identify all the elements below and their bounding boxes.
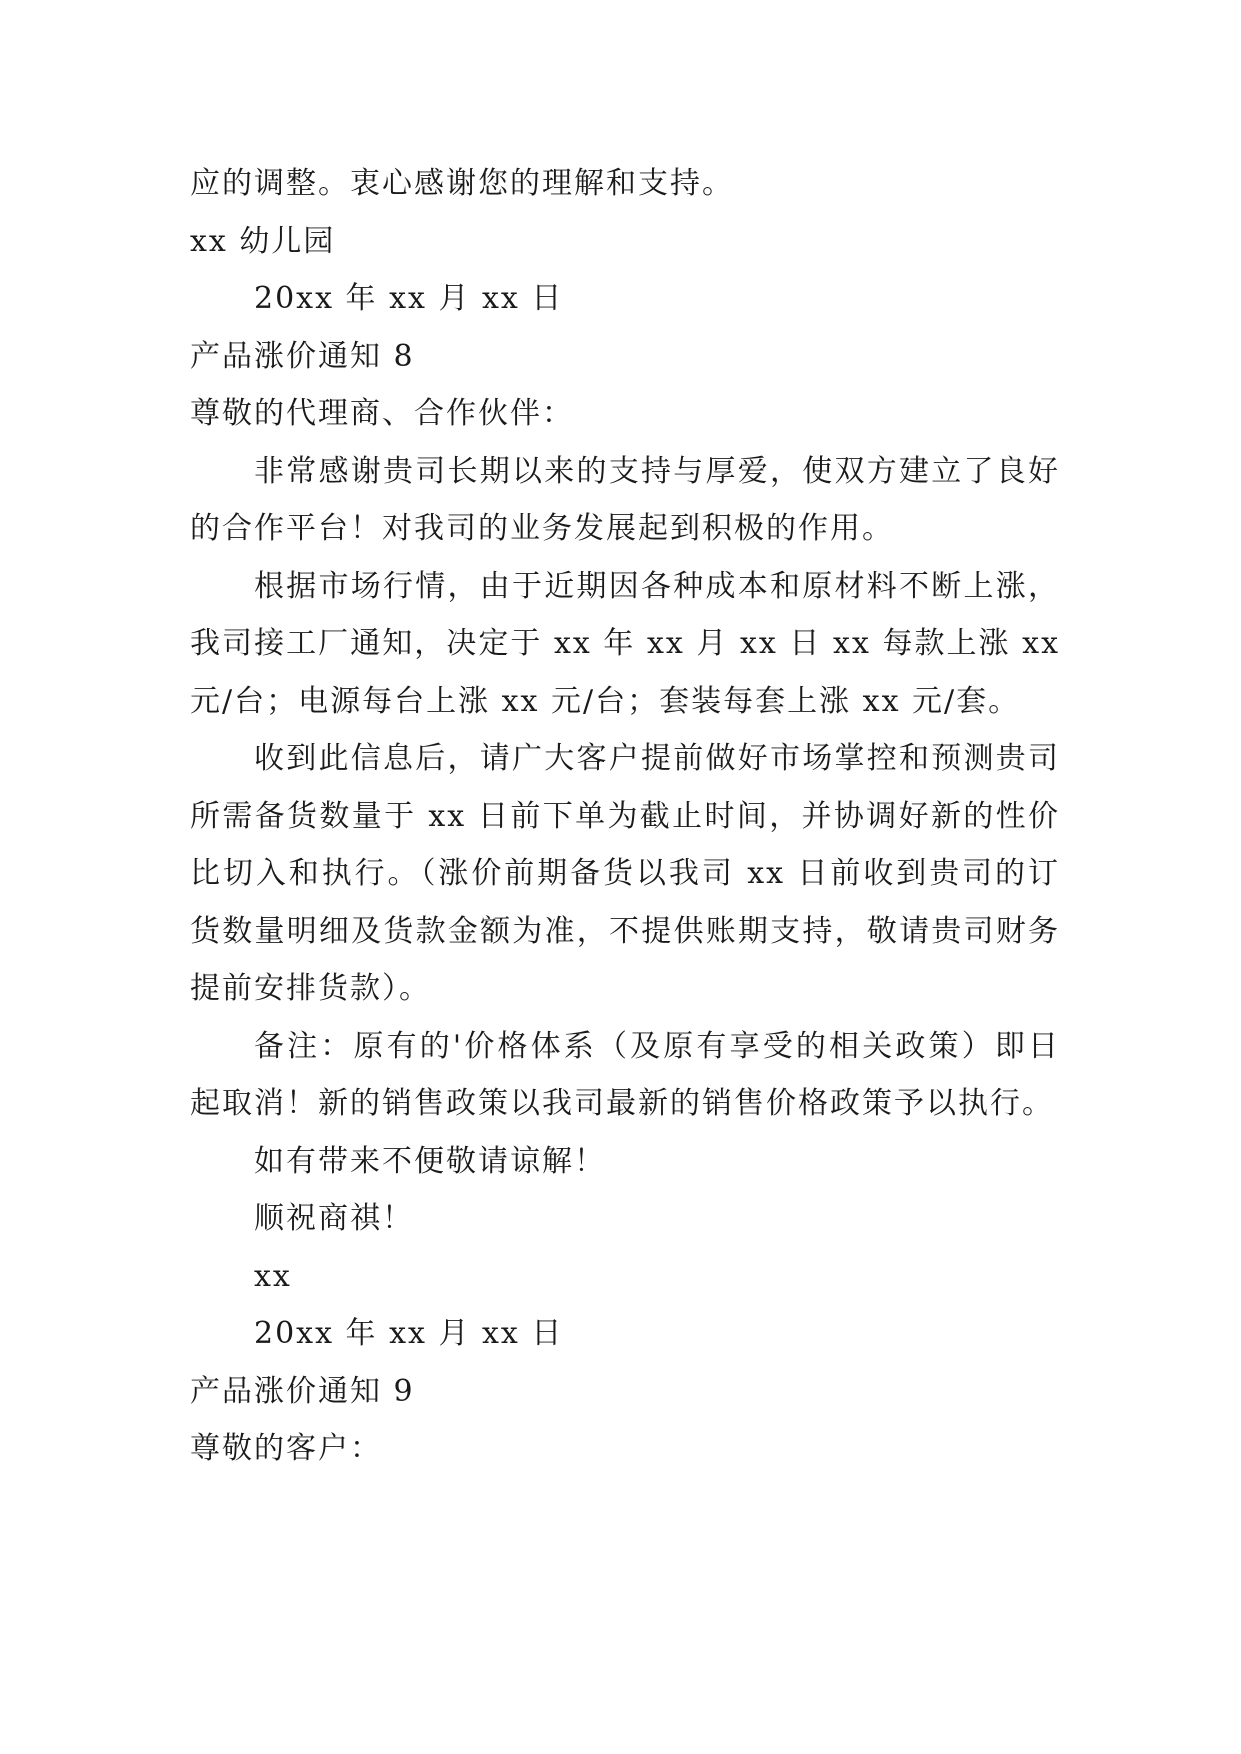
notice-8-closing-1: 如有带来不便敬请谅解！ — [254, 1143, 606, 1179]
notice-8-closing-2: 顺祝商祺！ — [254, 1201, 414, 1236]
notice-8-title: 产品涨价通知 8 — [190, 338, 415, 374]
notice-9-salutation: 尊敬的客户： — [190, 1431, 382, 1466]
signature-org-1: xx 幼儿园 — [190, 223, 336, 259]
notice-8-paragraph-1: 非常感谢贵司长期以来的支持与厚爱，使双方建立了良好的合作平台！对我司的业务发展起到积极的作用。 — [190, 453, 1060, 546]
signature-date-1: 20xx 年 xx 月 xx 日 — [254, 281, 564, 316]
document-body — [190, 155, 1060, 1478]
notice-8-paragraph-2: 根据市场行情，由于近期因各种成本和原材料不断上涨，我司接工厂通知，决定于 xx 年 xx 月 xx 日 xx 每款上涨 xx 元/台；电源每台上涨 xx 元/台；套装每套上涨 xx 元/套。 — [190, 568, 1060, 719]
notice-8-signature-date: 20xx 年 xx 月 xx 日 — [254, 1316, 564, 1351]
notice-9-title: 产品涨价通知 9 — [190, 1373, 415, 1409]
notice-8-signature-org: xx — [254, 1258, 292, 1294]
notice-8-paragraph-3: 收到此信息后，请广大客户提前做好市场掌控和预测贵司所需备货数量于 xx 日前下单为截止时间，并协调好新的性价比切入和执行。（涨价前期备货以我司 xx 日前收到贵司的订货数量明细及货款金额为准，不提供账期支持，敬请贵司财务提前安排货款）。 — [190, 741, 1060, 1006]
notice-8-salutation: 尊敬的代理商、合作伙伴： — [190, 396, 574, 431]
continuation-line: 应的调整。衷心感谢您的理解和支持。 — [190, 166, 734, 201]
notice-8-paragraph-4: 备注：原有的'价格体系（及原有享受的相关政策）即日起取消！新的销售政策以我司最新的销售价格政策予以执行。 — [190, 1028, 1060, 1121]
